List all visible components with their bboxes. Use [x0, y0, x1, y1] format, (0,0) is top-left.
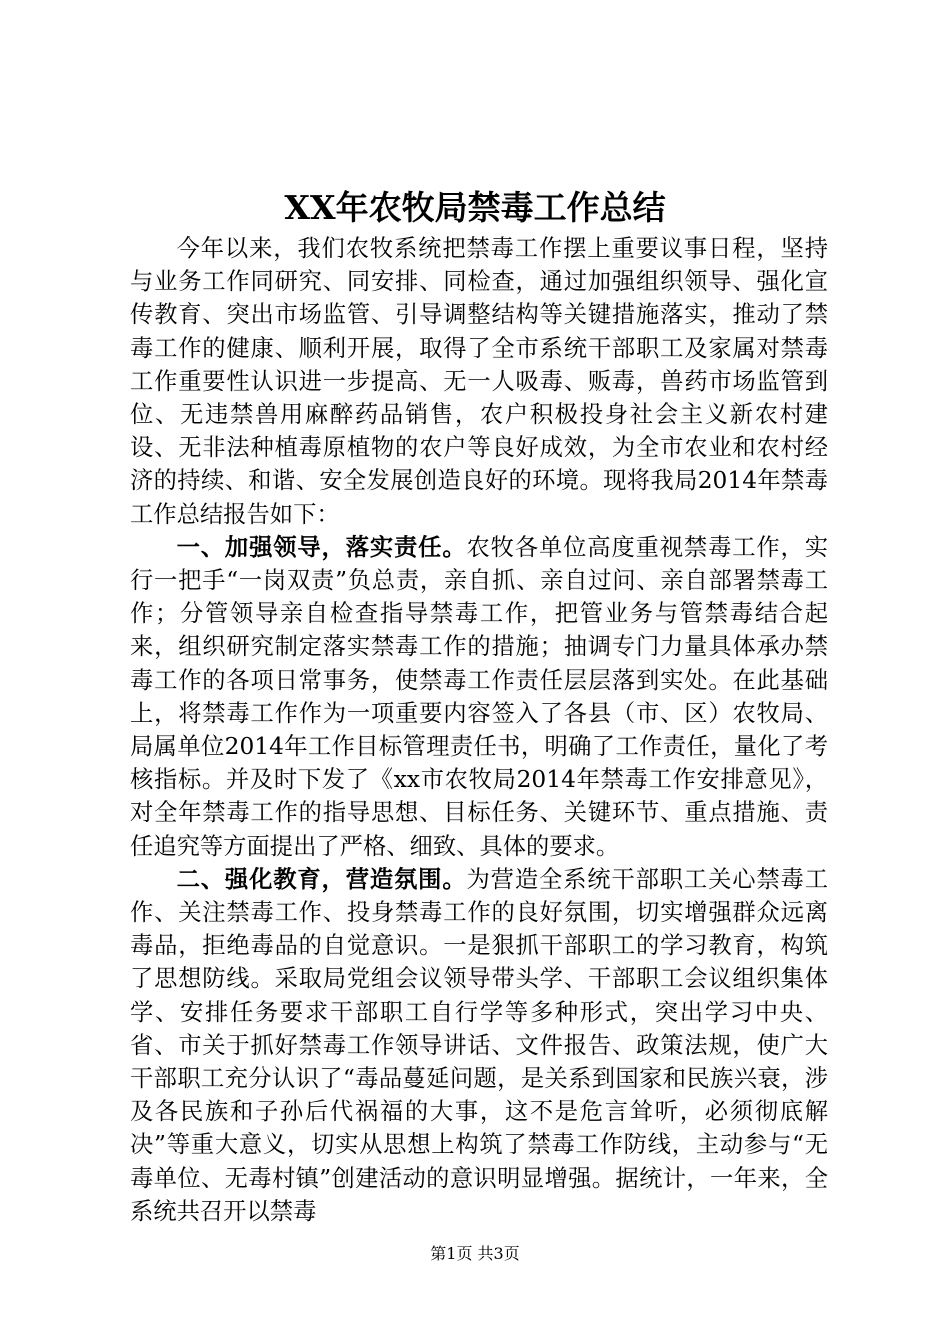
paragraph-heading: 二、强化教育，营造氛围。 [176, 865, 467, 893]
document-body [130, 232, 828, 1228]
page-footer: 第1页 共3页 [430, 1244, 520, 1263]
paragraph-section-2 [130, 863, 828, 1228]
paragraph-heading: 一、加强领导，落实责任。 [176, 533, 467, 561]
paragraph-section-1 [130, 531, 828, 863]
document-title: XX年农牧局禁毒工作总结 [284, 188, 666, 227]
paragraph-text: 今年以来，我们农牧系统把禁毒工作摆上重要议事日程，坚持与业务工作同研究、同安排、同检查，通过加强组织领导、强化宣传教育、突出市场监管、引导调整结构等关键措施落实，推动了禁毒工作的健康、顺利开展，取得了全市系统干部职工及家属对禁毒工作重要性认识进一步提高、无一人吸毒、贩毒，兽药市场监管到位、无违禁兽用麻醉药品销售，农户积极投身社会主义新农村建设、无非法种植毒原植物的农户等良好成效，为全市农业和农村经济的持续、和谐、安全发展创造良好的环境。现将我局2014年禁毒工作总结报告如下： [130, 235, 828, 528]
paragraph-text: 为营造全系统干部职工关心禁毒工作、关注禁毒工作、投身禁毒工作的良好氛围，切实增强群众远离毒品，拒绝毒品的自觉意识。一是狠抓干部职工的学习教育，构筑了思想防线。采取局党组会议领导带头学、干部职工会议组织集体学、安排任务要求干部职工自行学等多种形式，突出学习中央、省、市关于抓好禁毒工作领导讲话、文件报告、政策法规，使广大干部职工充分认识了“毒品蔓延问题，是关系到国家和民族兴衰，涉及各民族和子孙后代祸福的大事，这不是危言耸听，必须彻底解决”等重大意义，切实从思想上构筑了禁毒工作防线，主动参与“无毒单位、无毒村镇”创建活动的意识明显增强。据统计，一年来，全系统共召开以禁毒 [130, 865, 829, 1225]
paragraph-text: 农牧各单位高度重视禁毒工作，实行一把手“一岗双责”负总责，亲自抓、亲自过问、亲自部署禁毒工作；分管领导亲自检查指导禁毒工作，把管业务与管禁毒结合起来，组织研究制定落实禁毒工作的措施；抽调专门力量具体承办禁毒工作的各项日常事务，使禁毒工作责任层层落到实处。在此基础上，将禁毒工作作为一项重要内容签入了各县（市、区）农牧局、局属单位2014年工作目标管理责任书，明确了工作责任，量化了考核指标。并及时下发了《xx市农牧局2014年禁毒工作安排意见》，对全年禁毒工作的指导思想、目标任务、关键环节、重点措施、责任追究等方面提出了严格、细致、具体的要求。 [130, 533, 829, 860]
paragraph-intro [130, 232, 828, 531]
